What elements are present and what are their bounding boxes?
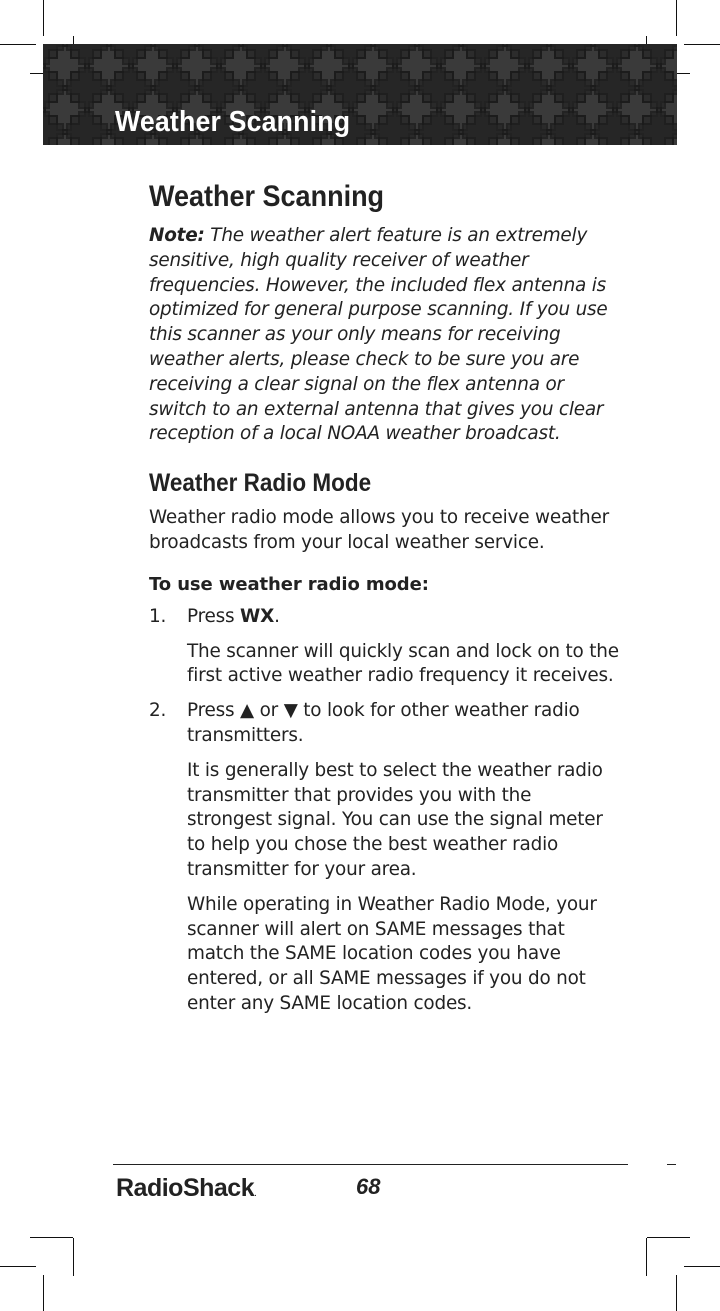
crop-mark [646,1238,647,1276]
crop-mark [684,44,720,45]
wx-key-label: WX [240,605,275,627]
note-label: Note: [149,225,205,246]
step-2-detail: It is generally best to select the weather radio transmitter that provides you with the strongest signal. You can use the signal meter to help you chose the best weather radio transmitter for your area. [187,759,603,880]
subsection-title: Weather Radio Mode [149,469,372,498]
crop-mark [0,1266,36,1267]
procedure-lead: To use weather radio mode: [149,573,429,595]
logo-mark: . [254,1188,257,1199]
crop-mark [43,0,44,36]
crop-mark [30,1237,73,1238]
step-text: Press ▲ or ▼ to look for other weather radio transmitters. [187,700,580,746]
step-text-post: . [274,605,280,627]
step-2 [149,699,619,749]
step-number: 1. [149,605,167,627]
logo-text: RadioShack [116,1174,255,1202]
page-number: 68 [356,1174,381,1199]
chapter-header [43,44,677,145]
step-text-pre: Press [187,605,241,627]
step-1-detail: The scanner will quickly scan and lock on to the first active weather radio frequency it receives. [187,640,619,687]
step-1 [149,605,619,630]
crop-mark [676,1275,677,1311]
step-2-detail: While operating in Weather Radio Mode, your scanner will alert on SAME messages that match the SAME location codes you have entered, or all SAME messages if you do not enter any SAME location codes. [187,893,597,1014]
crop-mark [73,1238,74,1276]
crop-mark [676,0,677,36]
step-number: 2. [149,700,167,722]
crop-mark [667,1164,676,1165]
section-title: Weather Scanning [149,180,385,213]
crop-mark [43,1275,44,1311]
crop-mark [684,1266,720,1267]
footer-rule [113,1164,628,1165]
note-paragraph [149,224,619,447]
page-content [149,180,619,1017]
crop-mark [0,44,36,45]
note-text: The weather alert feature is an extremely sensitive, high quality receiver of weather frequencies. However, the included flex antenna is optimized for general purpose scanning. If you use this scanner as your only means for receiving weather alerts, please check to be sure you are receiving a clear signal on the flex antenna or switch to an external antenna that gives you clear reception of a local NOAA weather broadcast. [149,225,608,445]
header-title: Weather Scanning [115,106,351,138]
radioshack-logo [116,1174,256,1203]
crop-mark [647,1237,690,1238]
intro-paragraph: Weather radio mode allows you to receive weather broadcasts from your local weather service. [149,507,609,553]
